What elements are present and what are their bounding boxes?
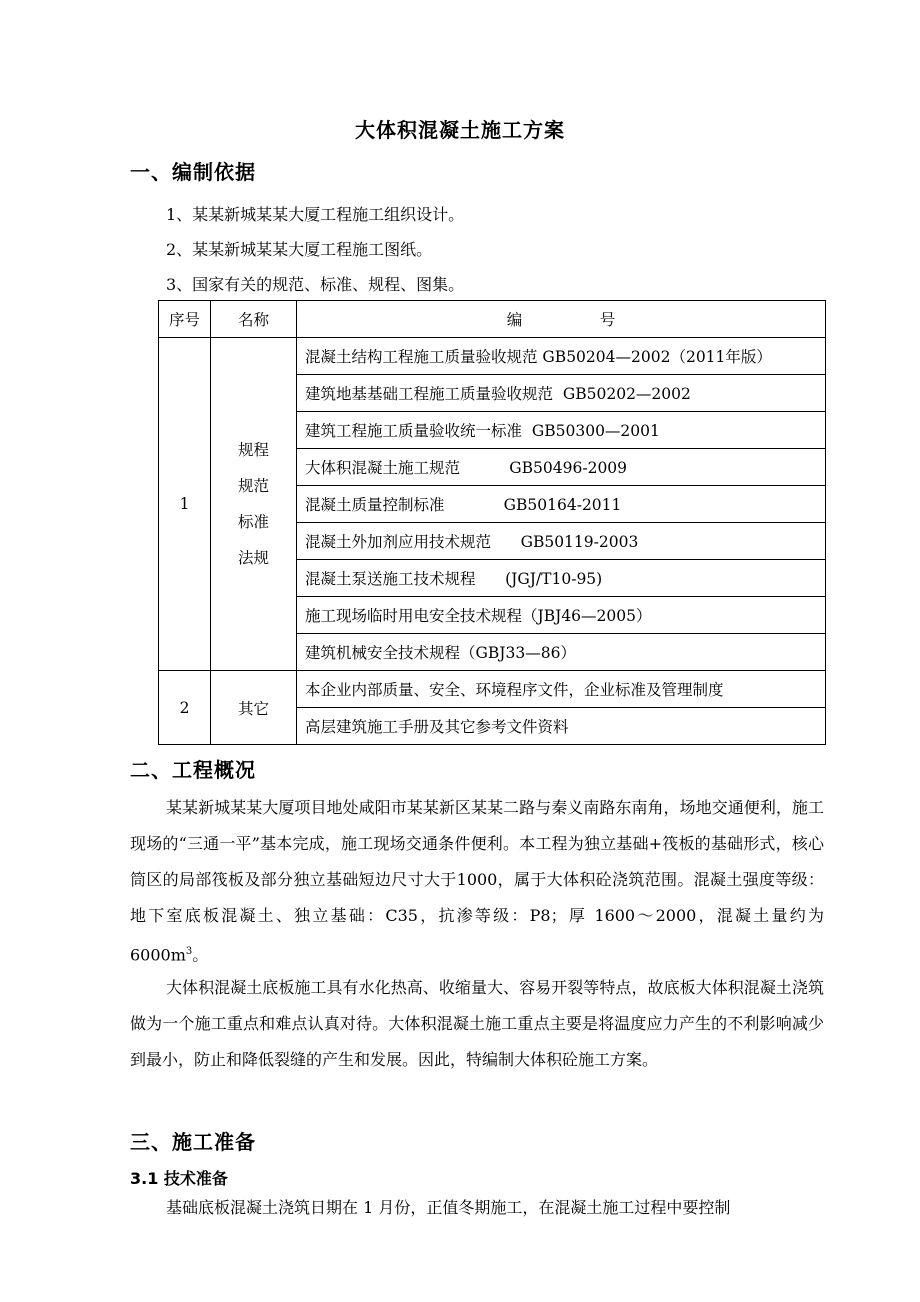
section3-heading: 三、施工准备 (130, 1130, 256, 1154)
basis-item-3: 3、国家有关的规范、标准、规程、图集。 (166, 275, 465, 294)
overview-paragraph-1-end: 。 (192, 945, 209, 965)
basis-item-2: 2、某某新城某某大厦工程施工图纸。 (166, 240, 433, 259)
standard-code-cell: 大体积混凝土施工规范 GB50496-2009 (297, 449, 826, 486)
standard-code-cell: 本企业内部质量、安全、环境程序文件，企业标准及管理制度 (297, 671, 826, 708)
group2-category: 其它 (211, 671, 297, 745)
standard-code-cell: 高层建筑施工手册及其它参考文件资料 (297, 708, 826, 745)
group1-category-line: 规范 (237, 477, 269, 495)
group1-category-line: 规程 (237, 441, 269, 459)
table-row (159, 338, 826, 375)
header-no: 序号 (159, 301, 211, 338)
group1-no: 1 (159, 338, 211, 671)
standard-code-cell: 混凝土外加剂应用技术规范 GB50119-2003 (297, 523, 826, 560)
standard-code-cell: 建筑地基基础工程施工质量验收规范 GB50202—2002 (297, 375, 826, 412)
standard-code-cell: 建筑工程施工质量验收统一标准 GB50300—2001 (297, 412, 826, 449)
cubic-superscript: 3 (185, 946, 193, 957)
overview-paragraph-1 (130, 790, 824, 973)
standard-code-cell: 混凝土泵送施工技术规程 (JGJ/T10-95) (297, 560, 826, 597)
header-code: 编 号 (297, 301, 826, 338)
standard-code-cell: 混凝土结构工程施工质量验收规范 GB50204—2002（2011年版） (297, 338, 826, 375)
standard-code-cell: 混凝土质量控制标准 GB50164-2011 (297, 486, 826, 523)
group2-no: 2 (159, 671, 211, 745)
group1-category-line: 法规 (237, 549, 269, 567)
table-row (159, 671, 826, 708)
technical-prep-paragraph: 基础底板混凝土浇筑日期在 1 月份，正值冬期施工，在混凝土施工过程中要控制 (166, 1198, 731, 1217)
document-title: 大体积混凝土施工方案 (355, 118, 565, 142)
group1-category-line: 标准 (237, 513, 269, 531)
standard-code-cell: 施工现场临时用电安全技术规程（JBJ46—2005） (297, 597, 826, 634)
header-name: 名称 (211, 301, 297, 338)
overview-paragraph-1-text: 某某新城某某大厦项目地处咸阳市某某新区某某二路与秦义南路东南角，场地交通便利，施工现场的“三通一平”基本完成，施工现场交通条件便利。本工程为独立基础+筏板的基础形式，核心筒区的局部筏板及部分独立基础短边尺寸大于1000，属于大体积砼浇筑范围。混凝土强度等级：地下室底板混凝土、独立基础：C35，抗渗等级：P8；厚 1600～2000，混凝土量约为 6000m (130, 798, 824, 965)
group1-category (211, 338, 297, 671)
section2-heading: 二、工程概况 (130, 758, 256, 782)
overview-paragraph-2: 大体积混凝土底板施工具有水化热高、收缩量大、容易开裂等特点，故底板大体积混凝土浇筑做为一个施工重点和难点认真对待。大体积混凝土施工重点主要是将温度应力产生的不利影响减少到最小，防止和降低裂缝的产生和发展。因此，特编制大体积砼施工方案。 (130, 978, 824, 1069)
reference-table (158, 300, 826, 745)
section3-1-heading: 3.1 技术准备 (130, 1169, 228, 1188)
section1-heading: 一、编制依据 (130, 160, 256, 184)
table-header-row (159, 301, 826, 338)
standard-code-cell: 建筑机械安全技术规程（GBJ33—86） (297, 634, 826, 671)
basis-item-1: 1、某某新城某某大厦工程施工组织设计。 (166, 205, 465, 224)
